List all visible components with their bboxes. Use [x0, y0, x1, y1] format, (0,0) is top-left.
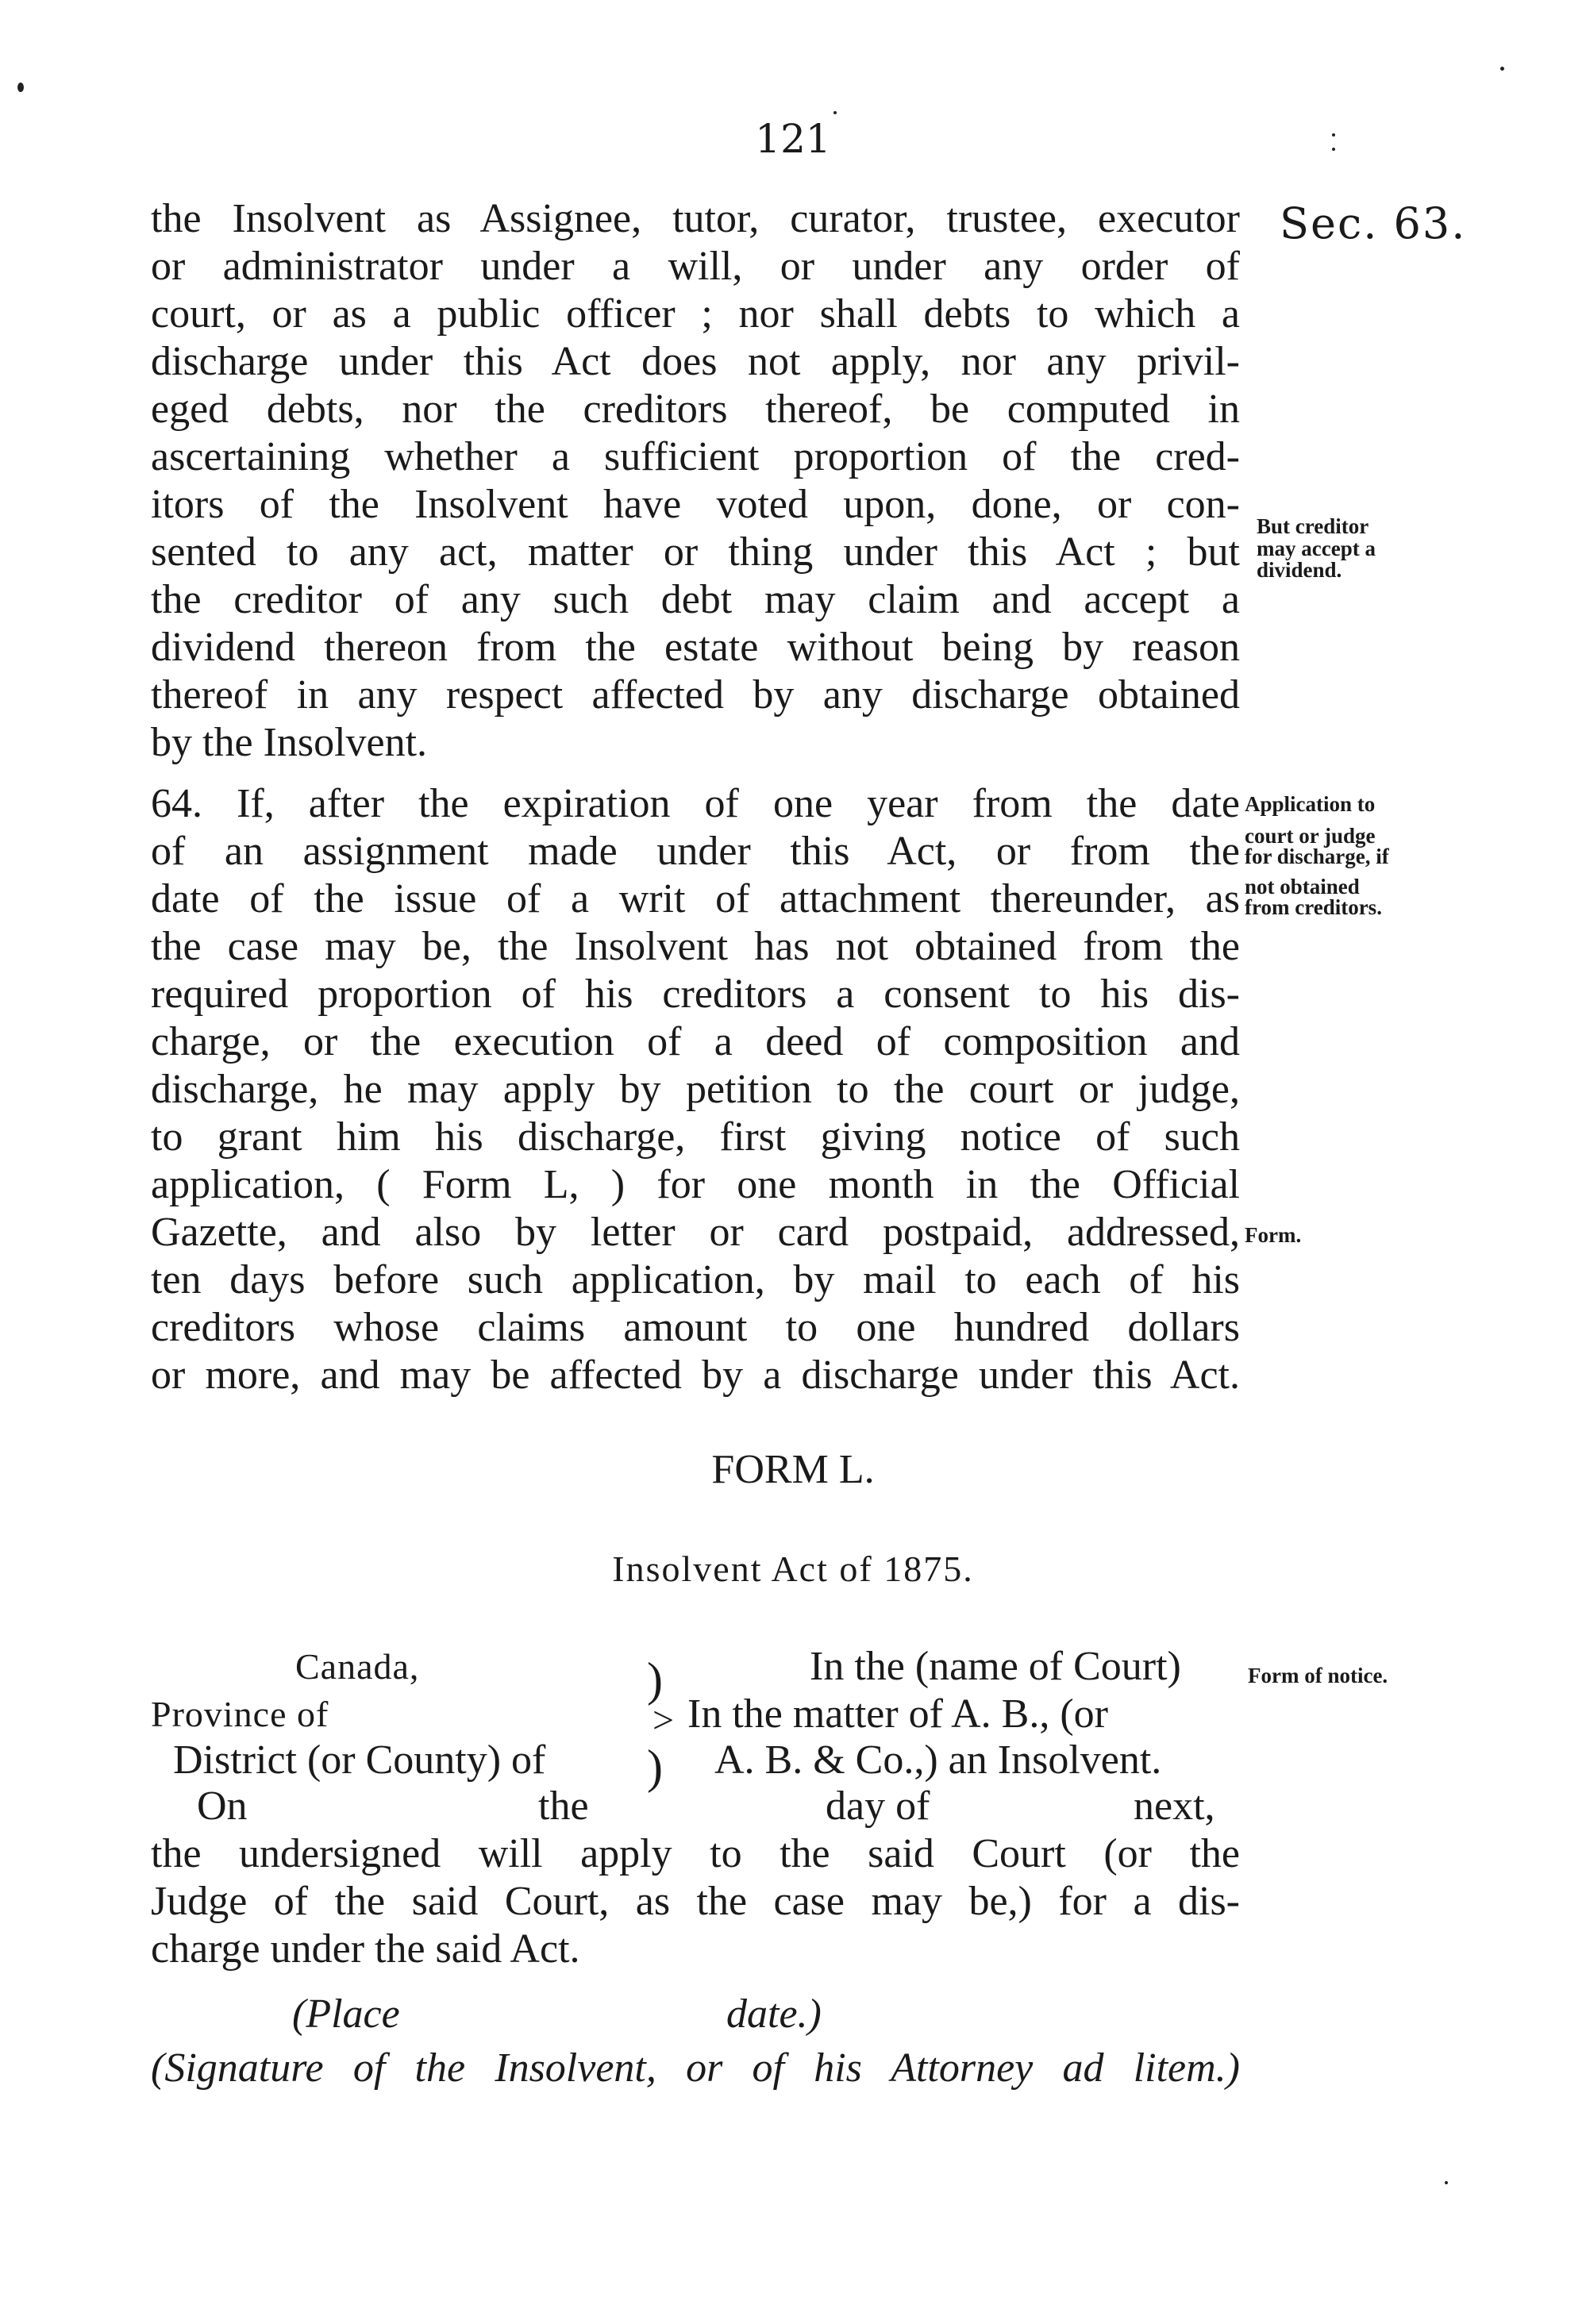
text-line: court, or as a public officer ; nor shall debts to which a: [151, 291, 1240, 337]
scan-speck: [17, 83, 24, 92]
text-line: to grant him his discharge, first giving notice of such: [151, 1114, 1240, 1160]
caption-matter: In the matter of A. B., (or: [687, 1691, 1108, 1737]
caption-canada: Canada,: [295, 1646, 420, 1687]
text-line: required proportion of his creditors a consent to his dis-: [151, 972, 1240, 1017]
section-reference: Sec. 63.: [1280, 198, 1467, 248]
text-line: the creditor of any such debt may claim and accept a: [151, 577, 1240, 622]
margin-note-line: from creditors.: [1245, 895, 1382, 919]
word-day-of: day of: [826, 1783, 930, 1829]
text-line: charge under the said Act.: [151, 1926, 580, 1972]
text-line: the Insolvent as Assignee, tutor, curator, trustee, executor: [151, 196, 1240, 241]
signature-line: (Signature of the Insolvent, or of his Attorney ad litem.): [151, 2045, 1240, 2091]
brace-middle: >: [652, 1699, 675, 1741]
text-line: or more, and may be affected by a discharge under this Act.: [151, 1352, 1240, 1398]
text-line: thereof in any respect affected by any discharge obtained: [151, 672, 1240, 718]
text-line: 64. If, after the expiration of one year from the date: [151, 781, 1240, 826]
word-the: the: [538, 1783, 589, 1829]
margin-note-line: But creditor: [1257, 514, 1369, 538]
text-line: eged debts, nor the creditors thereof, be computed in: [151, 387, 1240, 432]
text-line: Gazette, and also by letter or card postpaid, addressed,: [151, 1210, 1240, 1255]
text-line: date of the issue of a writ of attachment thereunder, as: [151, 876, 1240, 922]
text-line: discharge, he may apply by petition to the court or judge,: [151, 1067, 1240, 1112]
text-line: or administrator under a will, or under any order of: [151, 244, 1240, 289]
place-label: (Place: [292, 1991, 400, 2037]
scan-speck: [1500, 67, 1504, 71]
text-line: application, ( Form L, ) for one month in the Official: [151, 1162, 1240, 1207]
text-line: dividend thereon from the estate without being by reason: [151, 625, 1240, 670]
word-next: next,: [1134, 1783, 1215, 1829]
caption-province: Province of: [151, 1694, 329, 1734]
text-line: discharge under this Act does not apply, nor any privil-: [151, 339, 1240, 384]
caption-district: District (or County) of: [173, 1737, 546, 1783]
margin-note-line: not obtained: [1245, 875, 1360, 898]
caption-court: In the (name of Court): [810, 1644, 1181, 1689]
text-line: Judge of the said Court, as the case may be,) for a dis-: [151, 1879, 1240, 1924]
text-line: the undersigned will apply to the said Court (or the: [151, 1831, 1240, 1876]
text-line: ascertaining whether a sufficient proportion of the cred-: [151, 434, 1240, 479]
text-line: by the Insolvent.: [151, 720, 428, 765]
brace-bottom: ): [647, 1741, 663, 1793]
margin-note-line: court or judge: [1245, 824, 1376, 848]
text-line: sented to any act, matter or thing under this Act ; but: [151, 529, 1240, 575]
scan-speck: [833, 111, 837, 114]
text-line: of an assignment made under this Act, or from the: [151, 829, 1240, 874]
margin-note-line: may accept a: [1257, 537, 1376, 560]
brace-top: ): [647, 1653, 663, 1706]
margin-note-line: dividend.: [1257, 558, 1342, 582]
caption-insolvent: A. B. & Co.,) an Insolvent.: [714, 1737, 1162, 1783]
margin-note-line: for discharge, if: [1245, 845, 1389, 868]
scan-speck: [1332, 148, 1335, 151]
date-label: date.): [726, 1991, 822, 2037]
margin-note-form: Form.: [1245, 1223, 1302, 1247]
page-number: 121: [755, 116, 831, 162]
text-line: charge, or the execution of a deed of composition and: [151, 1019, 1240, 1064]
scan-speck: [1332, 133, 1335, 137]
text-line: itors of the Insolvent have voted upon, done, or con-: [151, 482, 1240, 527]
text-line: creditors whose claims amount to one hundred dollars: [151, 1305, 1240, 1350]
form-title: FORM L.: [711, 1447, 875, 1492]
form-subtitle: Insolvent Act of 1875.: [612, 1549, 974, 1589]
margin-note-line: Application to: [1245, 792, 1376, 816]
text-line: the case may be, the Insolvent has not obtained from the: [151, 924, 1240, 969]
word-on: On: [197, 1783, 248, 1829]
text-line: ten days before such application, by mail to each of his: [151, 1257, 1240, 1302]
margin-note-form-of-notice: Form of notice.: [1248, 1664, 1388, 1687]
scan-speck: [1445, 2181, 1448, 2184]
